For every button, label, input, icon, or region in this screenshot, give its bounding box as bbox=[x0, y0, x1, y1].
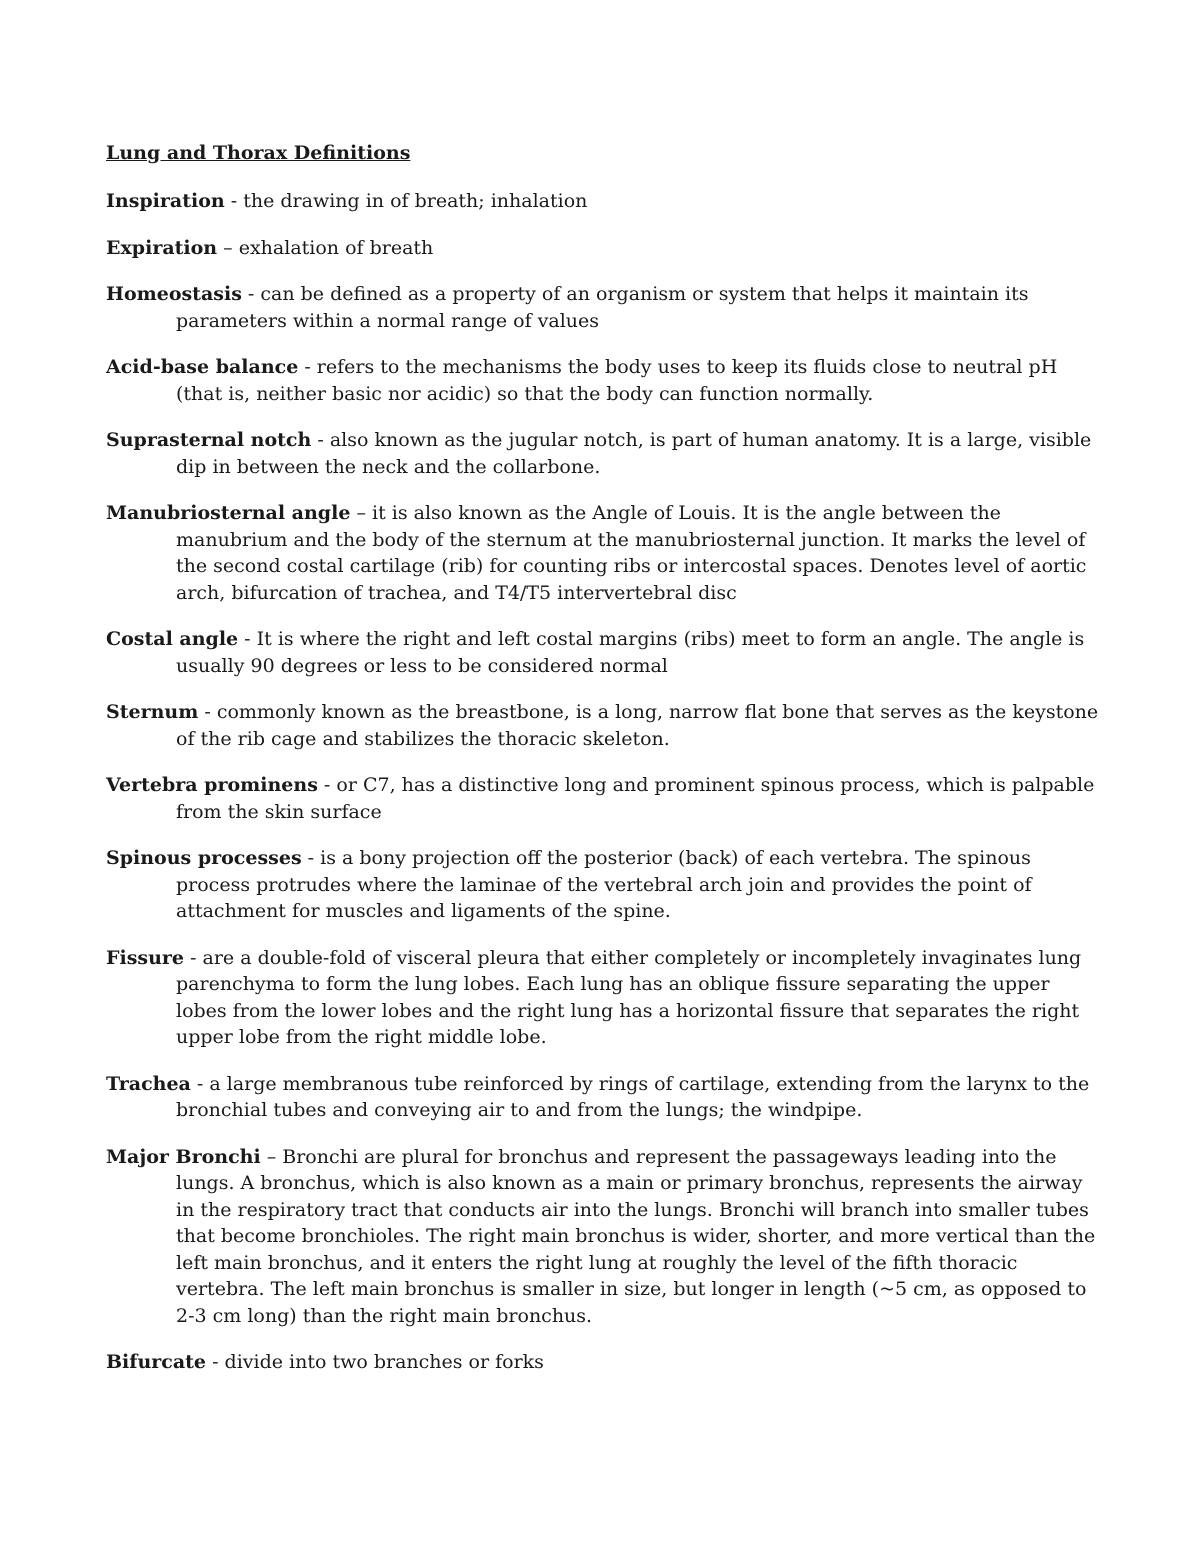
definition-vertebra-prominens bbox=[106, 772, 1106, 825]
term-trachea: Trachea bbox=[106, 1072, 191, 1095]
definition-major-bronchi bbox=[106, 1144, 1106, 1330]
separator: - bbox=[198, 701, 217, 723]
definition-text: is a bony projection off the posterior (back) of each vertebra. The spinous process protrudes where the laminae of the vertebral arch join and provides the point of attachment for muscles and ligaments of the spine. bbox=[176, 847, 1032, 922]
definition-fissure bbox=[106, 945, 1106, 1051]
document-title: Lung and Thorax Definitions bbox=[106, 142, 411, 164]
definition-suprasternal-notch bbox=[106, 427, 1106, 480]
definition-expiration bbox=[106, 235, 1106, 262]
definition-text: a large membranous tube reinforced by rings of cartilage, extending from the larynx to the bronchial tubes and conveying air to and from the lungs; the windpipe. bbox=[176, 1072, 1090, 1121]
separator: - bbox=[190, 1072, 210, 1095]
term-vertebra-prominens: Vertebra prominens bbox=[106, 774, 318, 796]
definition-text: divide into two branches or forks bbox=[224, 1351, 544, 1373]
definition-text: commonly known as the breastbone, is a long, narrow flat bone that serves as the keystone of the rib cage and stabilizes the thoracic skeleton. bbox=[176, 701, 1099, 750]
term-acid-base-balance: Acid-base balance bbox=[106, 356, 299, 378]
definition-trachea bbox=[106, 1071, 1106, 1124]
separator: – bbox=[260, 1145, 283, 1168]
definition-text: it is also known as the Angle of Louis. It is the angle between the manubrium and the body of the sternum at the manubriosternal junction. It marks the level of the second costal cartilage (rib) for counting ribs or intercostal spaces. Denotes level of aortic arch, bifurcation of trachea, and T4/T5 intervertebral disc bbox=[176, 502, 1087, 604]
separator: - bbox=[184, 946, 203, 969]
term-inspiration: Inspiration bbox=[106, 190, 225, 212]
term-major-bronchi: Major Bronchi bbox=[106, 1145, 261, 1168]
separator: – bbox=[350, 502, 372, 524]
definition-text: also known as the jugular notch, is part of human anatomy. It is a large, visible dip in between the neck and the collarbone. bbox=[176, 429, 1092, 478]
separator: - bbox=[311, 429, 330, 451]
separator: - bbox=[317, 774, 337, 796]
separator: - bbox=[238, 628, 257, 650]
term-expiration: Expiration bbox=[106, 236, 218, 259]
term-bifurcate: Bifurcate bbox=[106, 1351, 207, 1373]
term-costal-angle: Costal angle bbox=[106, 628, 239, 650]
term-suprasternal-notch: Suprasternal notch bbox=[106, 429, 312, 451]
definition-text: exhalation of breath bbox=[238, 236, 434, 259]
definition-text: the drawing in of breath; inhalation bbox=[243, 190, 588, 212]
term-fissure: Fissure bbox=[106, 946, 185, 969]
separator: - bbox=[298, 356, 317, 378]
separator: – bbox=[217, 236, 239, 259]
definition-bifurcate bbox=[106, 1349, 1106, 1376]
separator: - bbox=[301, 847, 321, 869]
separator: - bbox=[241, 283, 261, 305]
definition-text: refers to the mechanisms the body uses to keep its fluids close to neutral pH (that is, neither basic nor acidic) so that the body can function normally. bbox=[176, 356, 1058, 405]
document-page bbox=[106, 140, 1106, 1396]
definition-text: are a double-fold of visceral pleura that either completely or incompletely invaginates lung parenchyma to form the lung lobes. Each lung has an oblique fissure separating the upper lobes from the lower lobes and the right lung has a horizontal fissure that separates the right upper lobe from the right middle lobe. bbox=[176, 946, 1082, 1048]
definition-sternum bbox=[106, 699, 1106, 752]
separator: - bbox=[224, 190, 244, 212]
definition-spinous-processes bbox=[106, 845, 1106, 925]
definition-text: It is where the right and left costal margins (ribs) meet to form an angle. The angle is usually 90 degrees or less to be considered normal bbox=[176, 628, 1085, 677]
definition-text: can be defined as a property of an organism or system that helps it maintain its parameters within a normal range of values bbox=[176, 283, 1029, 332]
term-sternum: Sternum bbox=[106, 701, 199, 723]
definition-text: or C7, has a distinctive long and prominent spinous process, which is palpable from the skin surface bbox=[176, 774, 1095, 823]
definition-costal-angle bbox=[106, 626, 1106, 679]
definition-acid-base-balance bbox=[106, 354, 1106, 407]
definition-inspiration bbox=[106, 188, 1106, 215]
definition-homeostasis bbox=[106, 281, 1106, 334]
definition-text: Bronchi are plural for bronchus and represent the passageways leading into the lungs. A bronchus, which is also known as a main or primary bronchus, represents the airway in the respiratory tract that conducts air into the lungs. Bronchi will branch into smaller tubes that become bronchioles. The right main bronchus is wider, shorter, and more vertical than the left main bronchus, and it enters the right lung at roughly the level of the fifth thoracic vertebra. The left main bronchus is smaller in size, but longer in length (~5 cm, as opposed to 2-3 cm long) than the right main bronchus. bbox=[176, 1145, 1096, 1327]
term-spinous-processes: Spinous processes bbox=[106, 847, 302, 869]
separator: - bbox=[206, 1351, 225, 1373]
term-manubriosternal-angle: Manubriosternal angle bbox=[106, 502, 351, 524]
definition-manubriosternal-angle bbox=[106, 500, 1106, 606]
term-homeostasis: Homeostasis bbox=[106, 283, 242, 305]
